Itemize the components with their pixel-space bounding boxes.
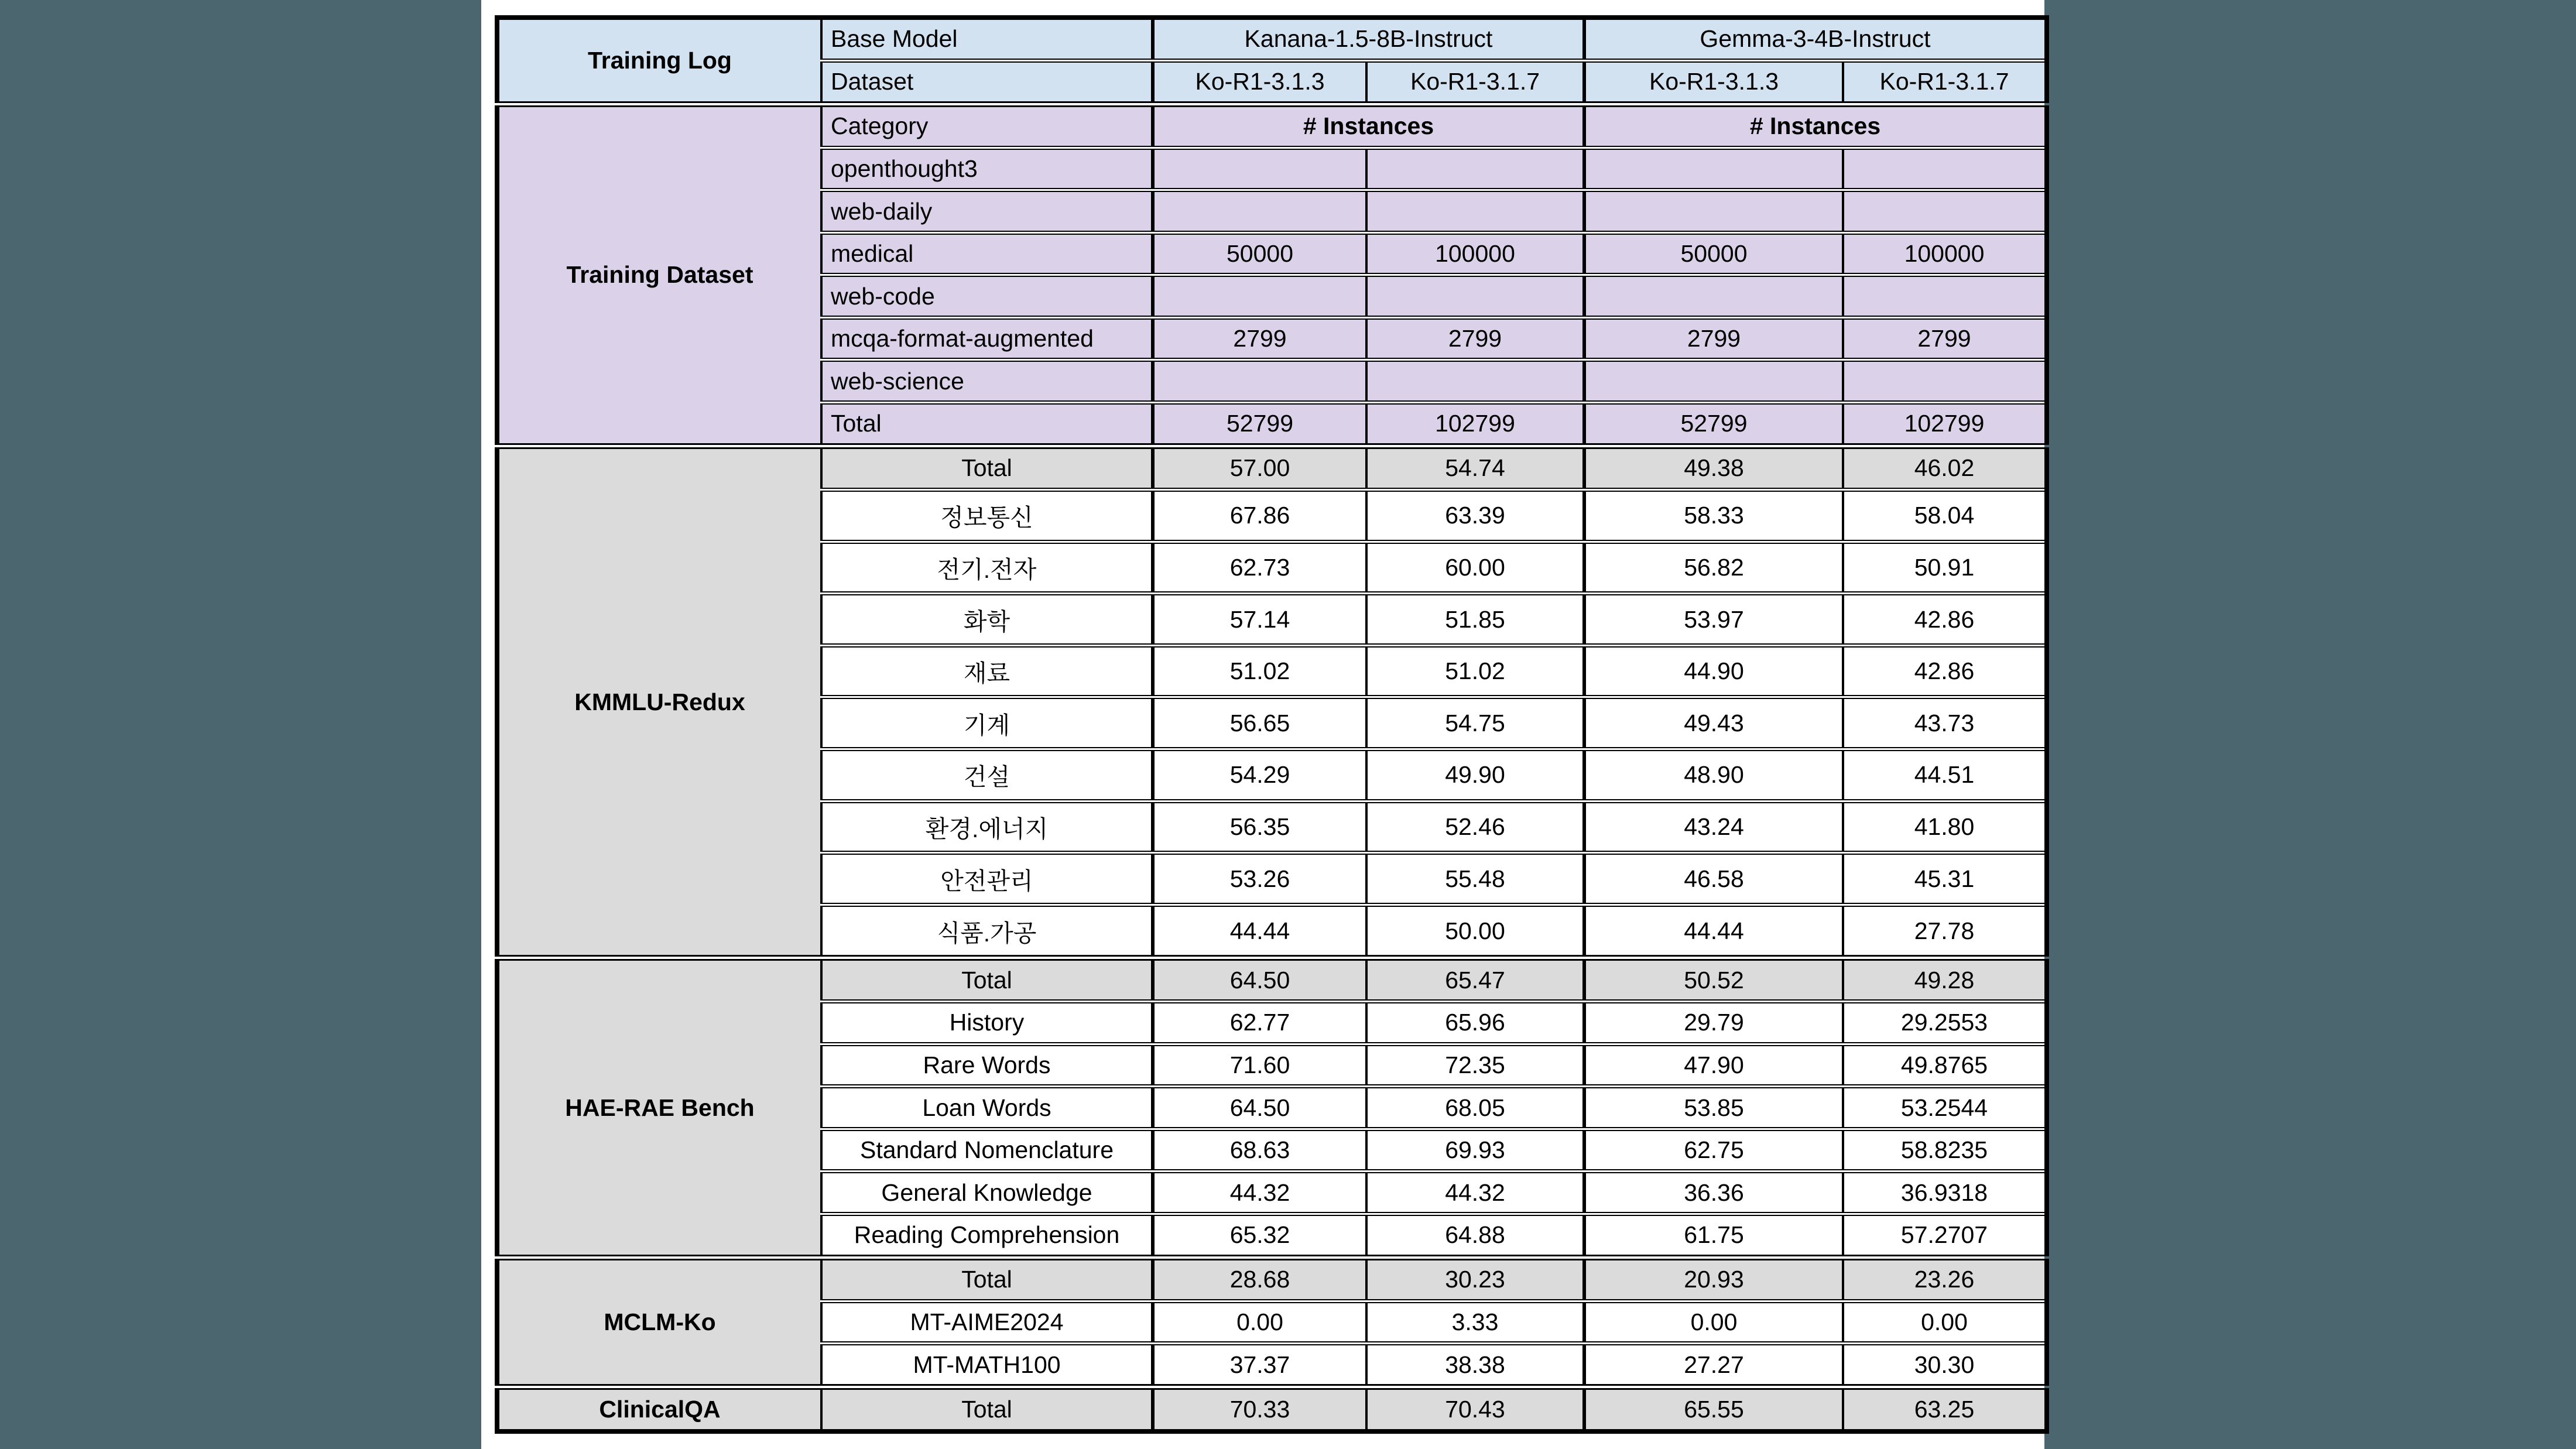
value-cell: 3.33 <box>1366 1301 1584 1344</box>
value-cell: 52799 <box>1584 402 1843 446</box>
value-cell <box>1584 360 1843 403</box>
instances-header: # Instances <box>1584 104 2047 148</box>
value-cell: 44.44 <box>1153 905 1366 958</box>
value-cell: 28.68 <box>1153 1258 1366 1301</box>
value-cell <box>1584 190 1843 233</box>
value-cell: 58.8235 <box>1843 1129 2047 1171</box>
value-cell <box>1584 275 1843 318</box>
training-log-table <box>495 15 2049 1434</box>
value-cell: 38.38 <box>1366 1344 1584 1388</box>
value-cell: 60.00 <box>1366 542 1584 594</box>
value-cell: 49.28 <box>1843 958 2047 1002</box>
row-label: Standard Nomenclature <box>821 1129 1153 1171</box>
section-label-mclm-ko: MCLM-Ko <box>497 1258 821 1388</box>
row-label: web-code <box>821 275 1153 318</box>
value-cell: 36.9318 <box>1843 1171 2047 1214</box>
row-label: 건설 <box>821 749 1153 801</box>
value-cell: 70.43 <box>1366 1387 1584 1431</box>
benchmark-total-row <box>497 958 2047 1002</box>
value-cell: 54.74 <box>1366 446 1584 490</box>
value-cell <box>1366 148 1584 190</box>
value-cell: 37.37 <box>1153 1344 1366 1388</box>
value-cell: 44.51 <box>1843 749 2047 801</box>
value-cell: 51.02 <box>1153 645 1366 697</box>
value-cell: 57.2707 <box>1843 1214 2047 1258</box>
value-cell: 50.52 <box>1584 958 1843 1002</box>
row-label: 기계 <box>821 697 1153 749</box>
value-cell: 46.58 <box>1584 853 1843 905</box>
value-cell: 64.88 <box>1366 1214 1584 1258</box>
model-name-kanana: Kanana-1.5-8B-Instruct <box>1153 18 1584 60</box>
row-label: mcqa-format-augmented <box>821 317 1153 360</box>
category-header: Category <box>821 104 1153 148</box>
value-cell: 68.63 <box>1153 1129 1366 1171</box>
value-cell: 57.14 <box>1153 594 1366 646</box>
value-cell: 56.82 <box>1584 542 1843 594</box>
value-cell <box>1584 148 1843 190</box>
document-canvas <box>481 0 2044 1449</box>
value-cell: 36.36 <box>1584 1171 1843 1214</box>
value-cell: 102799 <box>1366 402 1584 446</box>
value-cell <box>1153 148 1366 190</box>
value-cell: 30.30 <box>1843 1344 2047 1388</box>
value-cell: 50.91 <box>1843 542 2047 594</box>
instances-header: # Instances <box>1153 104 1584 148</box>
value-cell: 52.46 <box>1366 801 1584 853</box>
value-cell: 49.43 <box>1584 697 1843 749</box>
section-label-training-dataset: Training Dataset <box>497 104 821 446</box>
row-label: Loan Words <box>821 1087 1153 1129</box>
value-cell: 2799 <box>1366 317 1584 360</box>
value-cell <box>1843 190 2047 233</box>
dataset-name: Ko-R1-3.1.7 <box>1366 60 1584 104</box>
value-cell: 50000 <box>1584 232 1843 275</box>
row-label: 정보통신 <box>821 489 1153 542</box>
value-cell: 2799 <box>1153 317 1366 360</box>
row-label: medical <box>821 232 1153 275</box>
value-cell: 57.00 <box>1153 446 1366 490</box>
value-cell: 65.55 <box>1584 1387 1843 1431</box>
value-cell: 58.33 <box>1584 489 1843 542</box>
value-cell: 54.29 <box>1153 749 1366 801</box>
value-cell: 63.25 <box>1843 1387 2047 1431</box>
row-label: Rare Words <box>821 1044 1153 1087</box>
value-cell: 53.26 <box>1153 853 1366 905</box>
value-cell: 61.75 <box>1584 1214 1843 1258</box>
value-cell: 43.73 <box>1843 697 2047 749</box>
value-cell: 70.33 <box>1153 1387 1366 1431</box>
value-cell: 100000 <box>1366 232 1584 275</box>
value-cell: 55.48 <box>1366 853 1584 905</box>
value-cell: 2799 <box>1584 317 1843 360</box>
training-dataset-header-row <box>497 104 2047 148</box>
value-cell: 53.85 <box>1584 1087 1843 1129</box>
value-cell: 48.90 <box>1584 749 1843 801</box>
row-label: 전기.전자 <box>821 542 1153 594</box>
row-label: web-science <box>821 360 1153 403</box>
row-label: MT-MATH100 <box>821 1344 1153 1388</box>
value-cell: 41.80 <box>1843 801 2047 853</box>
value-cell: 0.00 <box>1843 1301 2047 1344</box>
value-cell: 51.85 <box>1366 594 1584 646</box>
value-cell: 69.93 <box>1366 1129 1584 1171</box>
value-cell: 51.02 <box>1366 645 1584 697</box>
section-label-kmmlu-redux: KMMLU-Redux <box>497 446 821 958</box>
value-cell: 42.86 <box>1843 645 2047 697</box>
row-label: Total <box>821 1258 1153 1301</box>
value-cell: 63.39 <box>1366 489 1584 542</box>
value-cell: 65.32 <box>1153 1214 1366 1258</box>
value-cell <box>1843 360 2047 403</box>
value-cell: 44.90 <box>1584 645 1843 697</box>
value-cell <box>1366 190 1584 233</box>
value-cell: 47.90 <box>1584 1044 1843 1087</box>
value-cell: 44.44 <box>1584 905 1843 958</box>
value-cell: 2799 <box>1843 317 2047 360</box>
value-cell: 0.00 <box>1584 1301 1843 1344</box>
table-title: Training Log <box>497 18 821 104</box>
value-cell: 50.00 <box>1366 905 1584 958</box>
value-cell: 20.93 <box>1584 1258 1843 1301</box>
section-label-clinicalqa: ClinicalQA <box>497 1387 821 1431</box>
row-label: 환경.에너지 <box>821 801 1153 853</box>
value-cell: 44.32 <box>1366 1171 1584 1214</box>
row-label: History <box>821 1002 1153 1044</box>
value-cell: 43.24 <box>1584 801 1843 853</box>
value-cell: 65.96 <box>1366 1002 1584 1044</box>
value-cell: 64.50 <box>1153 958 1366 1002</box>
value-cell: 45.31 <box>1843 853 2047 905</box>
benchmark-total-row <box>497 1258 2047 1301</box>
row-label: web-daily <box>821 190 1153 233</box>
value-cell: 62.75 <box>1584 1129 1843 1171</box>
row-label: Total <box>821 958 1153 1002</box>
value-cell <box>1153 275 1366 318</box>
row-label: Total <box>821 1387 1153 1431</box>
value-cell: 67.86 <box>1153 489 1366 542</box>
value-cell: 49.90 <box>1366 749 1584 801</box>
dataset-name: Ko-R1-3.1.7 <box>1843 60 2047 104</box>
value-cell: 100000 <box>1843 232 2047 275</box>
value-cell: 50000 <box>1153 232 1366 275</box>
value-cell: 42.86 <box>1843 594 2047 646</box>
value-cell: 46.02 <box>1843 446 2047 490</box>
value-cell: 27.78 <box>1843 905 2047 958</box>
section-label-hae-rae-bench: HAE-RAE Bench <box>497 958 821 1258</box>
value-cell: 62.77 <box>1153 1002 1366 1044</box>
value-cell: 64.50 <box>1153 1087 1366 1129</box>
value-cell <box>1843 275 2047 318</box>
value-cell: 53.2544 <box>1843 1087 2047 1129</box>
value-cell <box>1366 360 1584 403</box>
value-cell <box>1843 148 2047 190</box>
row-label: Total <box>821 446 1153 490</box>
row-label: 식품.가공 <box>821 905 1153 958</box>
value-cell: 58.04 <box>1843 489 2047 542</box>
value-cell: 29.2553 <box>1843 1002 2047 1044</box>
benchmark-total-row <box>497 1387 2047 1431</box>
value-cell: 30.23 <box>1366 1258 1584 1301</box>
header-row-models <box>497 18 2047 60</box>
value-cell: 23.26 <box>1843 1258 2047 1301</box>
dataset-name: Ko-R1-3.1.3 <box>1584 60 1843 104</box>
row-label: 안전관리 <box>821 853 1153 905</box>
value-cell: 29.79 <box>1584 1002 1843 1044</box>
benchmark-total-row <box>497 446 2047 490</box>
value-cell: 56.65 <box>1153 697 1366 749</box>
dataset-name: Ko-R1-3.1.3 <box>1153 60 1366 104</box>
value-cell <box>1366 275 1584 318</box>
row-label: Total <box>821 402 1153 446</box>
row-label: 화학 <box>821 594 1153 646</box>
value-cell: 52799 <box>1153 402 1366 446</box>
value-cell: 54.75 <box>1366 697 1584 749</box>
model-name-gemma: Gemma-3-4B-Instruct <box>1584 18 2047 60</box>
value-cell: 56.35 <box>1153 801 1366 853</box>
value-cell: 62.73 <box>1153 542 1366 594</box>
value-cell: 49.8765 <box>1843 1044 2047 1087</box>
dataset-label: Dataset <box>821 60 1153 104</box>
value-cell: 27.27 <box>1584 1344 1843 1388</box>
value-cell: 72.35 <box>1366 1044 1584 1087</box>
base-model-label: Base Model <box>821 18 1153 60</box>
value-cell: 49.38 <box>1584 446 1843 490</box>
value-cell: 68.05 <box>1366 1087 1584 1129</box>
value-cell: 44.32 <box>1153 1171 1366 1214</box>
value-cell: 53.97 <box>1584 594 1843 646</box>
row-label: MT-AIME2024 <box>821 1301 1153 1344</box>
row-label: Reading Comprehension <box>821 1214 1153 1258</box>
value-cell <box>1153 360 1366 403</box>
value-cell <box>1153 190 1366 233</box>
value-cell: 102799 <box>1843 402 2047 446</box>
value-cell: 0.00 <box>1153 1301 1366 1344</box>
value-cell: 71.60 <box>1153 1044 1366 1087</box>
row-label: 재료 <box>821 645 1153 697</box>
row-label: openthought3 <box>821 148 1153 190</box>
value-cell: 65.47 <box>1366 958 1584 1002</box>
row-label: General Knowledge <box>821 1171 1153 1214</box>
